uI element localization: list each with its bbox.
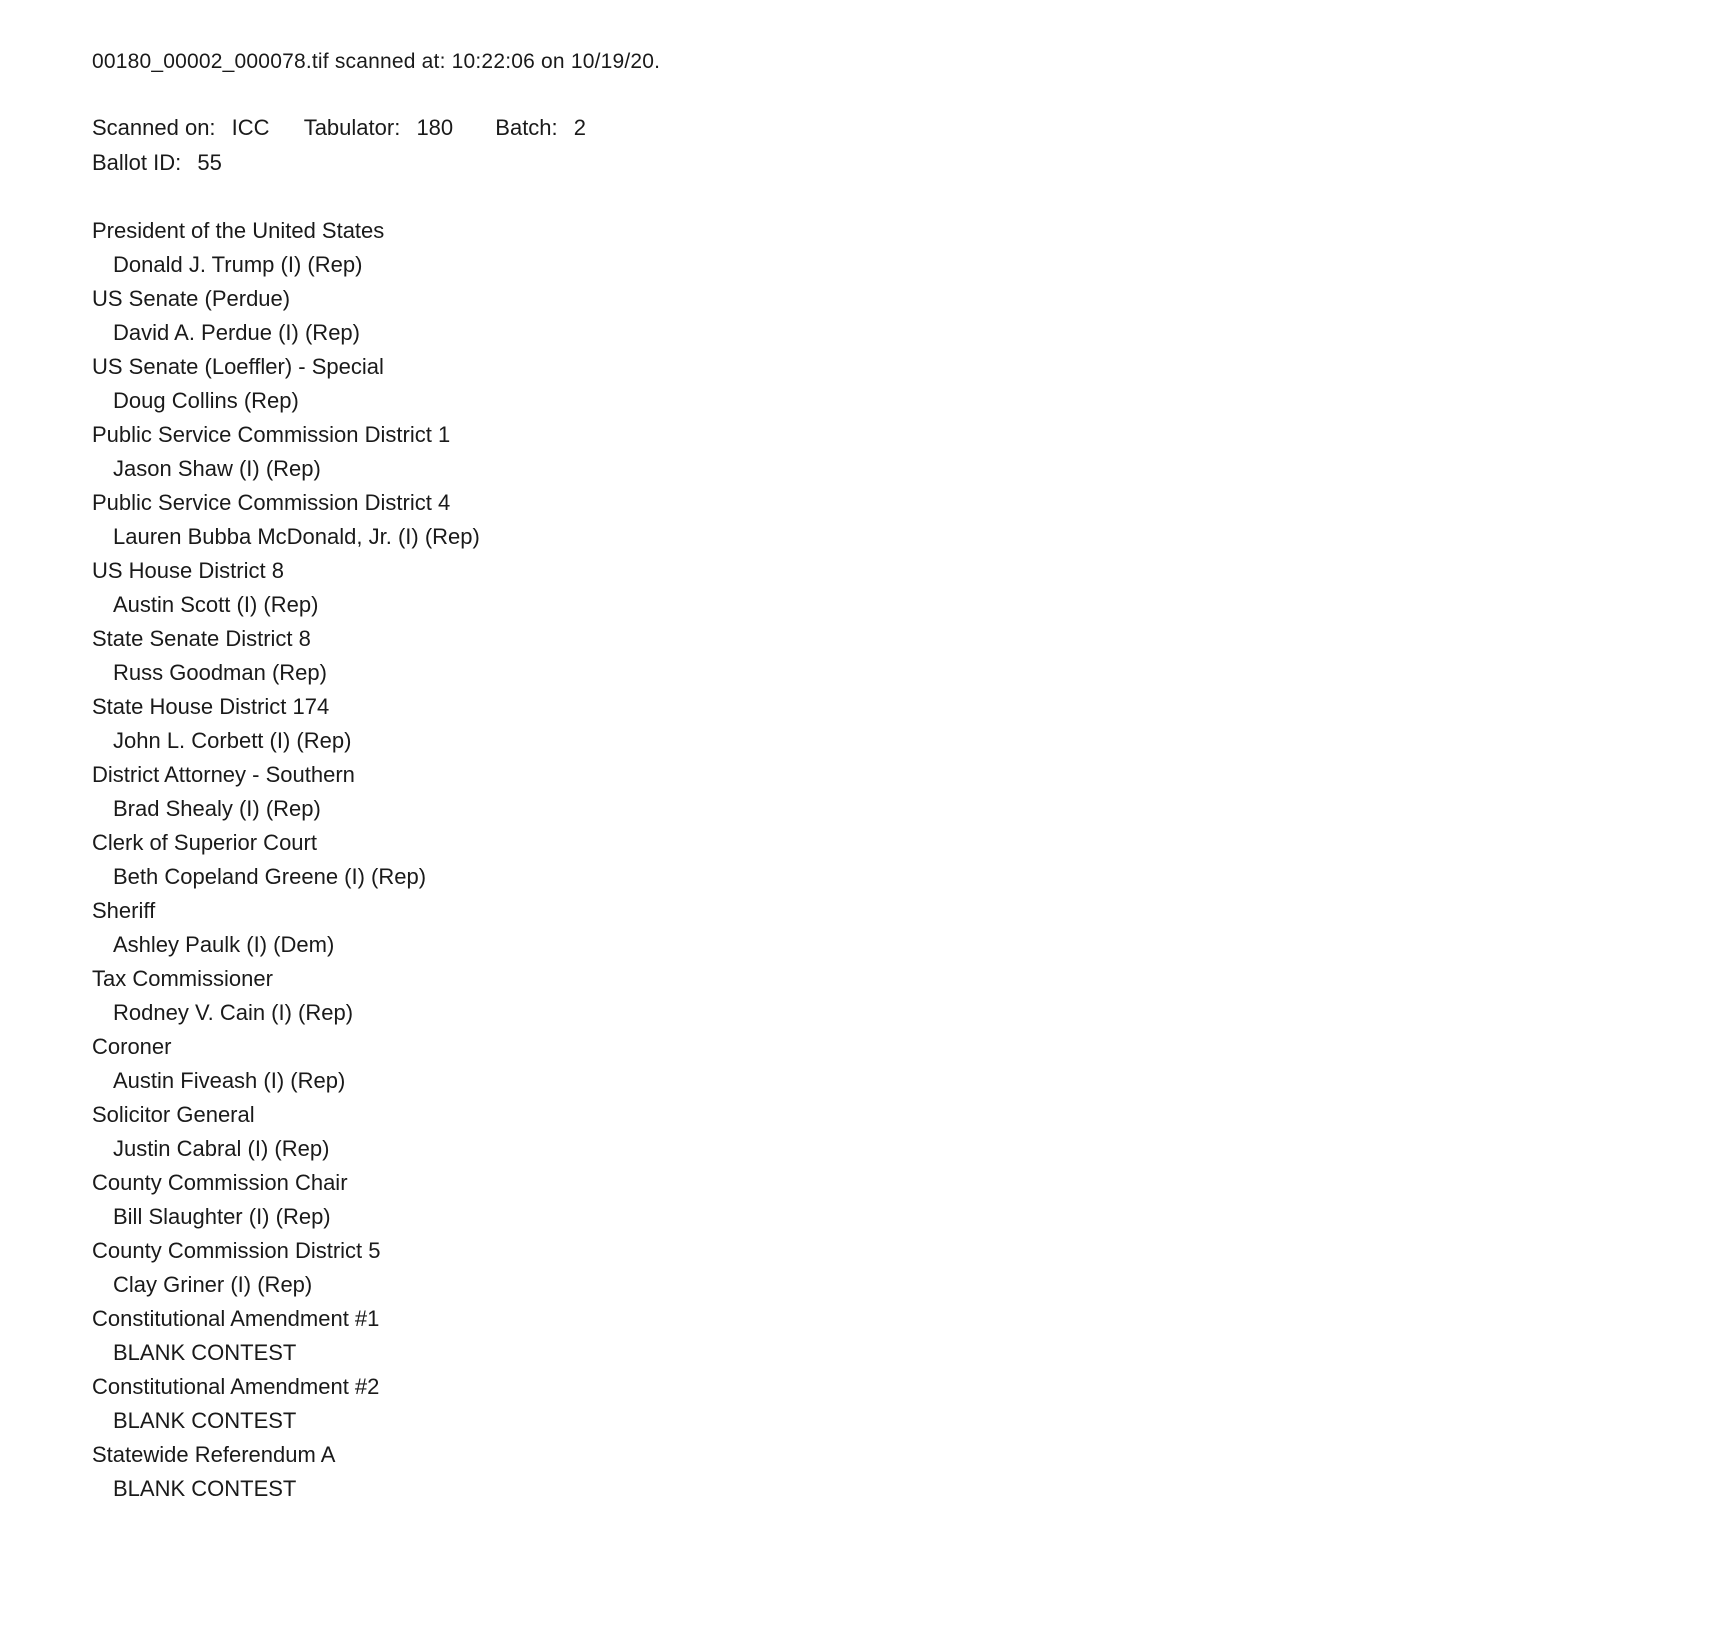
contest-title: Coroner (92, 1034, 172, 1059)
contest-selection: BLANK CONTEST (113, 1476, 297, 1501)
contest-entry (92, 1030, 1651, 1098)
contest-entry (92, 554, 1651, 622)
contest-title: Public Service Commission District 1 (92, 422, 451, 447)
ballot-id-label: Ballot ID: (92, 150, 182, 175)
contest-entry (92, 282, 1651, 350)
contest-entry (92, 1438, 1651, 1506)
contest-selection: Lauren Bubba McDonald, Jr. (I) (Rep) (113, 524, 480, 549)
scan-info-line (92, 110, 1651, 145)
batch-value: 2 (573, 115, 587, 140)
contest-entry (92, 1098, 1651, 1166)
contest-selection: BLANK CONTEST (113, 1340, 297, 1365)
contest-title: US House District 8 (92, 558, 284, 583)
contest-selection: David A. Perdue (I) (Rep) (113, 320, 360, 345)
scan-info-block (92, 110, 1651, 180)
contest-title: Clerk of Superior Court (92, 830, 317, 855)
contest-selection: Russ Goodman (Rep) (113, 660, 327, 685)
contest-selection: Ashley Paulk (I) (Dem) (113, 932, 335, 957)
contest-title: State House District 174 (92, 694, 330, 719)
contest-selection: Clay Griner (I) (Rep) (113, 1272, 313, 1297)
contest-selection: Doug Collins (Rep) (113, 388, 299, 413)
scanned-on-value: ICC (231, 115, 270, 140)
contest-title: County Commission District 5 (92, 1238, 381, 1263)
contest-entry (92, 1370, 1651, 1438)
contest-selection: Beth Copeland Greene (I) (Rep) (113, 864, 427, 889)
contest-title: Statewide Referendum A (92, 1442, 336, 1467)
contest-entry (92, 214, 1651, 282)
contest-list (92, 214, 1651, 1506)
contest-title: President of the United States (92, 218, 385, 243)
contest-title: County Commission Chair (92, 1170, 348, 1195)
scan-filename-line: 00180_00002_000078.tif scanned at: 10:22:06 on 10/19/20. (92, 50, 661, 73)
contest-title: State Senate District 8 (92, 626, 311, 651)
ballot-id-value: 55 (197, 150, 222, 175)
ballot-id-line (92, 145, 1651, 180)
scanned-on-label: Scanned on: (92, 115, 216, 140)
contest-entry (92, 1302, 1651, 1370)
contest-selection: Rodney V. Cain (I) (Rep) (113, 1000, 354, 1025)
contest-entry (92, 486, 1651, 554)
contest-entry (92, 1234, 1651, 1302)
batch-label: Batch: (495, 115, 558, 140)
contest-selection: Bill Slaughter (I) (Rep) (113, 1204, 331, 1229)
contest-selection: John L. Corbett (I) (Rep) (113, 728, 352, 753)
contest-selection: Austin Fiveash (I) (Rep) (113, 1068, 346, 1093)
contest-title: Sheriff (92, 898, 156, 923)
contest-entry (92, 690, 1651, 758)
contest-entry (92, 962, 1651, 1030)
contest-selection: Austin Scott (I) (Rep) (113, 592, 319, 617)
contest-entry (92, 350, 1651, 418)
contest-title: Public Service Commission District 4 (92, 490, 451, 515)
contest-title: District Attorney - Southern (92, 762, 355, 787)
contest-title: US Senate (Perdue) (92, 286, 291, 311)
contest-entry (92, 1166, 1651, 1234)
contest-entry (92, 622, 1651, 690)
tabulator-label: Tabulator: (303, 115, 401, 140)
contest-entry (92, 418, 1651, 486)
contest-title: Solicitor General (92, 1102, 255, 1127)
contest-title: US Senate (Loeffler) - Special (92, 354, 384, 379)
contest-entry (92, 894, 1651, 962)
tabulator-value: 180 (416, 115, 454, 140)
contest-selection: Justin Cabral (I) (Rep) (113, 1136, 330, 1161)
contest-selection: Donald J. Trump (I) (Rep) (113, 252, 363, 277)
contest-selection: Brad Shealy (I) (Rep) (113, 796, 321, 821)
contest-title: Constitutional Amendment #2 (92, 1374, 380, 1399)
contest-title: Tax Commissioner (92, 966, 273, 991)
contest-selection: BLANK CONTEST (113, 1408, 297, 1433)
contest-entry (92, 758, 1651, 826)
contest-title: Constitutional Amendment #1 (92, 1306, 380, 1331)
contest-selection: Jason Shaw (I) (Rep) (113, 456, 321, 481)
contest-entry (92, 826, 1651, 894)
